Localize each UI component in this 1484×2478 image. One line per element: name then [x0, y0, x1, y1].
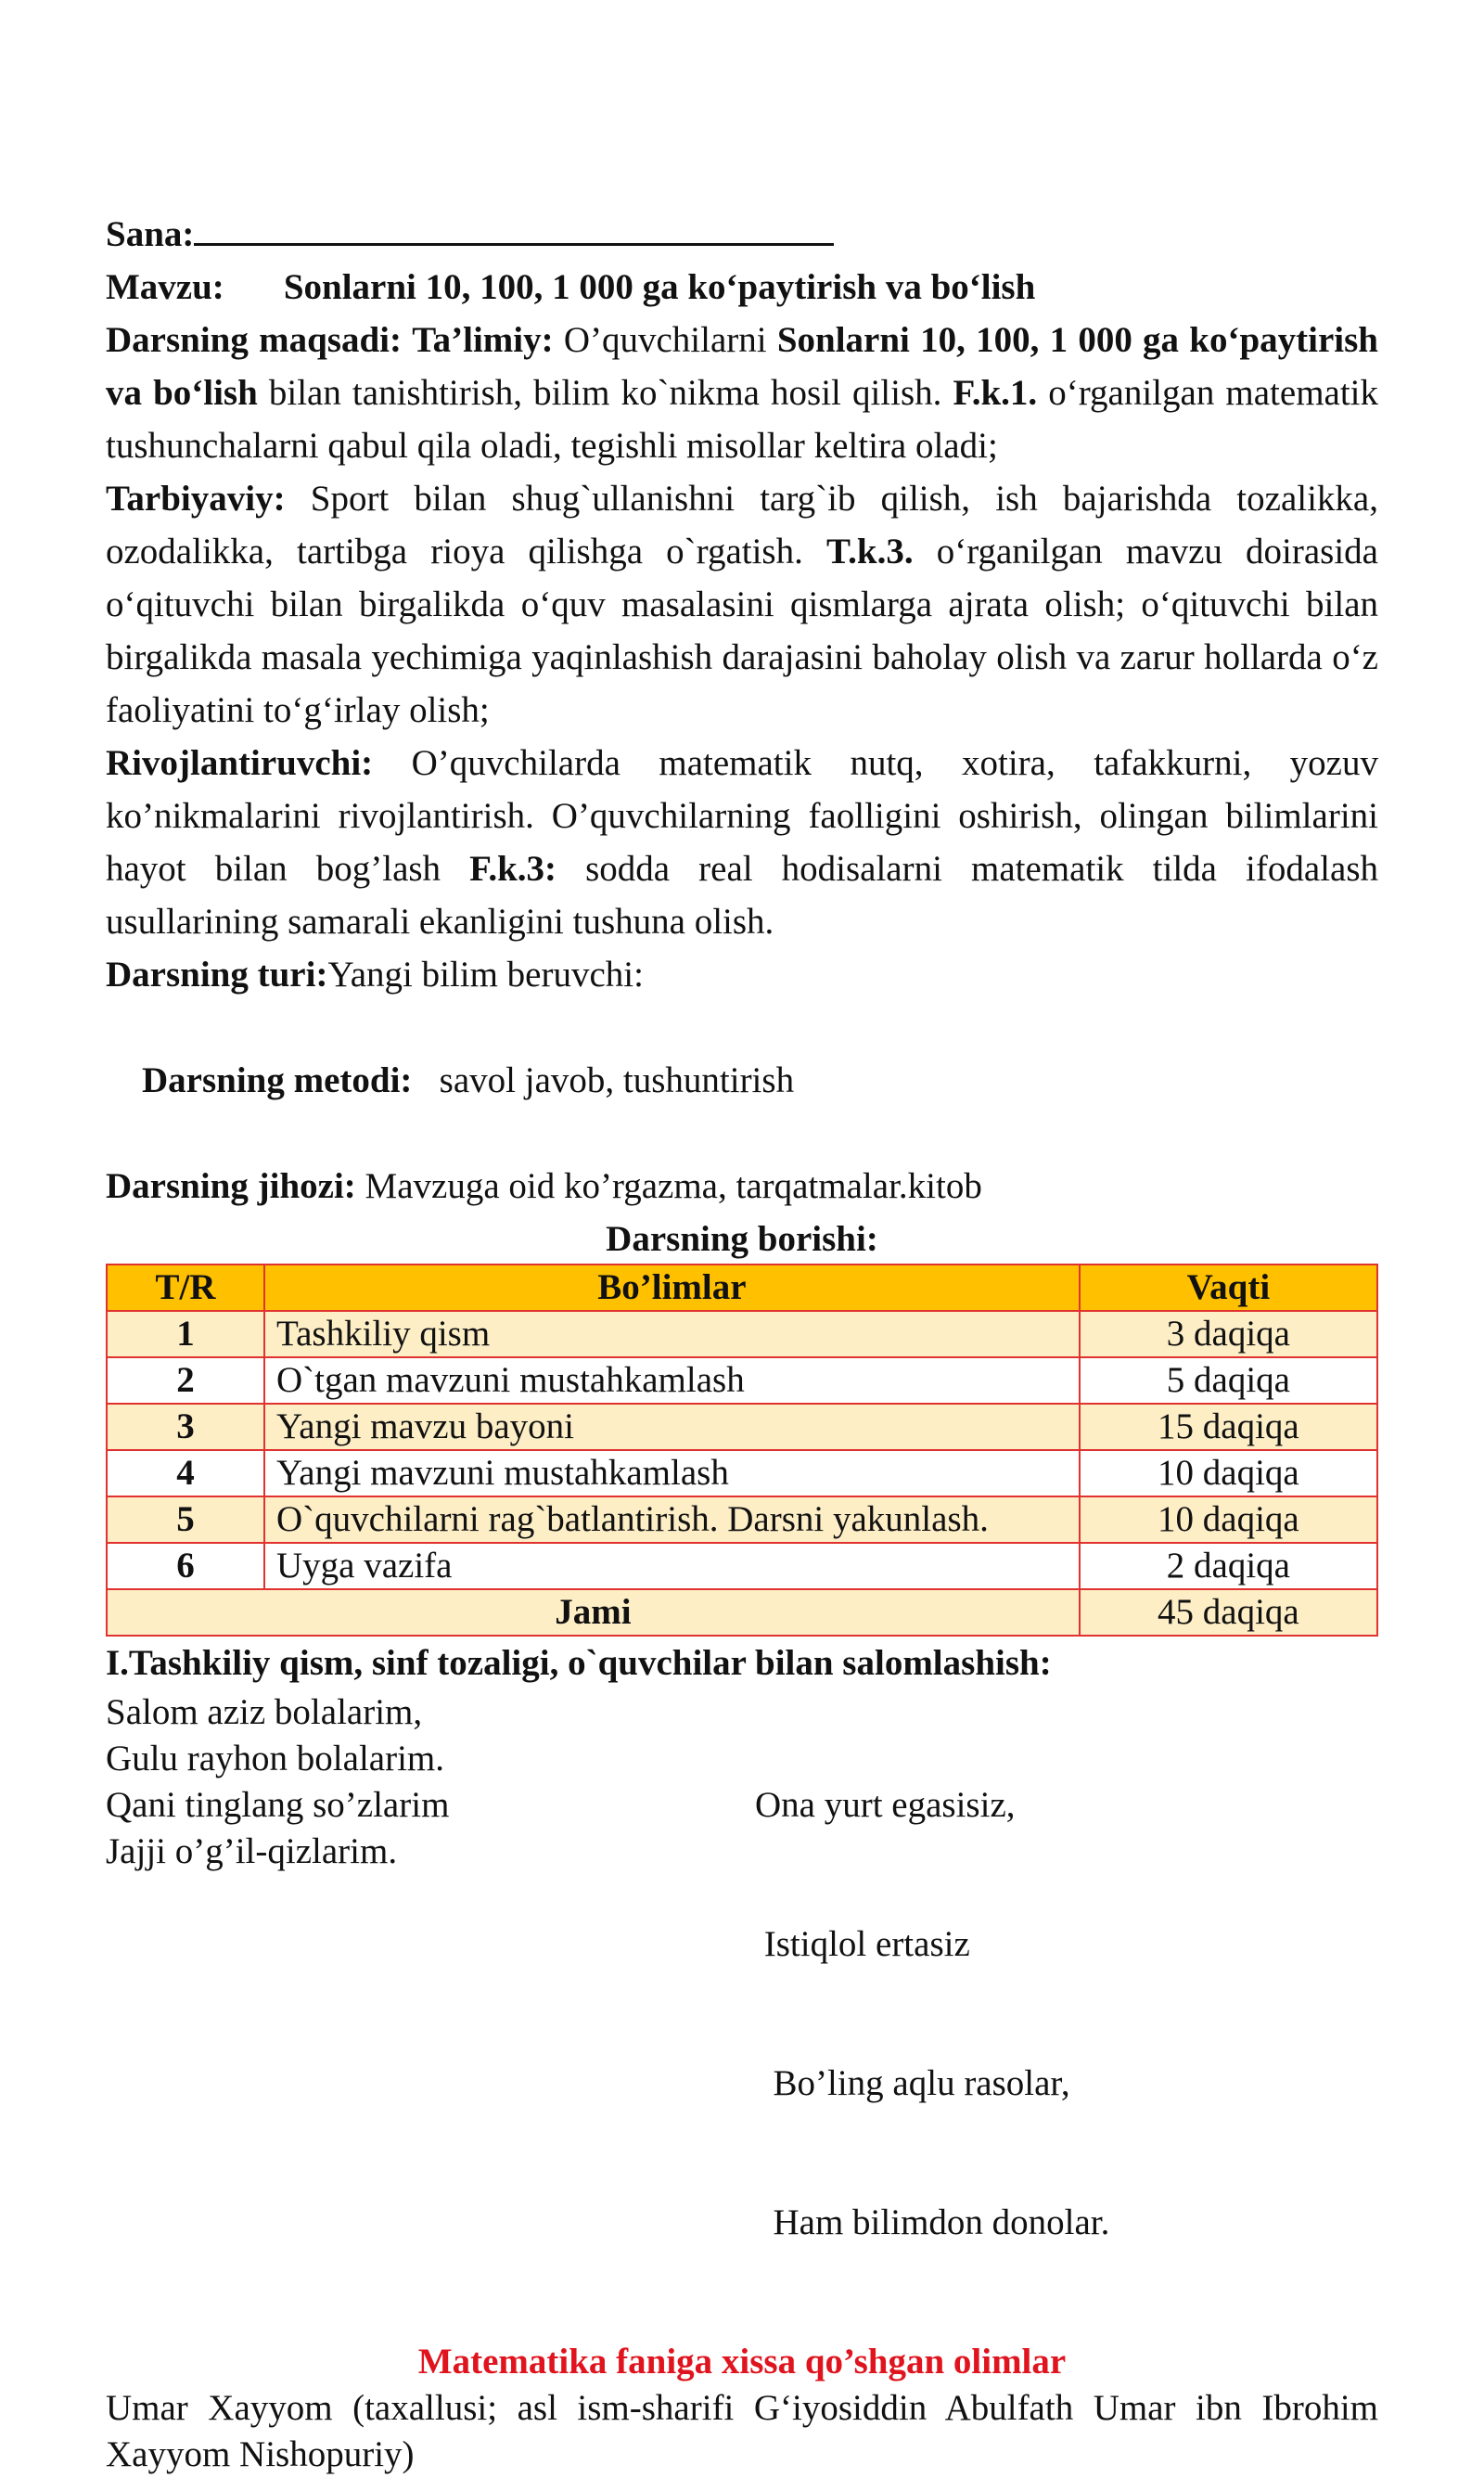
row-number: 2 [107, 1357, 264, 1404]
table-row [107, 1311, 1377, 1357]
turi-line [106, 948, 1378, 1001]
section1-title [106, 1637, 1378, 1689]
table-row [107, 1450, 1377, 1496]
borishi-title [106, 1213, 1378, 1265]
row-name: Yangi mavzu bayoni [264, 1404, 1080, 1450]
row-number: 6 [107, 1543, 264, 1589]
row-number: 5 [107, 1496, 264, 1543]
row-number: 3 [107, 1404, 264, 1450]
mavzu-line [106, 261, 1378, 314]
mavzu-label: Mavzu: [106, 267, 224, 307]
rivoj-text-2: sodda real hodisalarni matematik tilda ifodalash usullarining samarali ekanligini tushuna olish. [106, 849, 1379, 942]
tarbiyaviy-bold-1: T.k.3. [826, 532, 914, 571]
poem-line: Istiqlol ertasiz [755, 1924, 970, 1964]
row-number: 4 [107, 1450, 264, 1496]
jihozi-text: Mavzuga oid ko’rgazma, tarqatmalar.kitob [355, 1166, 982, 1206]
tarbiyaviy-text-2: o‘rganilgan mavzu doirasida o‘qituvchi bilan birgalikda o‘quv masalasini qismlarga ajrata olish; o‘qituvchi bilan birgalikda masala yechimiga yaqinlashish darajasini baholay olish va zarur hollarda o‘z faoliyatini to‘g‘irlay olish; [106, 532, 1378, 730]
row-time: 5 daqiqa [1080, 1357, 1377, 1404]
poem-left-column [106, 1689, 755, 2339]
jihozi-label: Darsning jihozi: [106, 1166, 356, 1206]
row-name: Uyga vazifa [264, 1543, 1080, 1589]
row-time: 2 daqiqa [1080, 1543, 1377, 1589]
table-header-row [107, 1265, 1377, 1311]
mavzu-text: Sonlarni 10, 100, 1 000 ga ko‘paytirish va bo‘lish [283, 267, 1036, 307]
row-name: Yangi mavzuni mustahkamlash [264, 1450, 1080, 1496]
poem-line: Bo’ling aqlu rasolar, [755, 2063, 1070, 2103]
sana-line [106, 206, 1378, 261]
row-time: 10 daqiqa [1080, 1450, 1377, 1496]
greeting-poem [106, 1689, 1378, 2339]
row-time: 3 daqiqa [1080, 1311, 1377, 1357]
maqsad-bold-1: Sonlarni 10, 100, 1 000 ga ko‘paytirish va bo‘lish [106, 320, 1378, 413]
row-name: Tashkiliy qism [264, 1311, 1080, 1357]
header-tr: T/R [107, 1265, 264, 1311]
row-name: O`tgan mavzuni mustahkamlash [264, 1357, 1080, 1404]
row-name: O`quvchilarni rag`batlantirish. Darsni yakunlash. [264, 1496, 1080, 1543]
tarbiyaviy-label: Tarbiyaviy: [106, 479, 286, 519]
maqsad-paragraph [106, 314, 1378, 472]
row-time: 10 daqiqa [1080, 1496, 1377, 1543]
metodi-line [106, 1001, 1378, 1160]
metodi-text: savol javob, tushuntirish [412, 1060, 795, 1100]
poem-line: Qani tinglang so’zlarim [106, 1785, 450, 1825]
table-row [107, 1404, 1377, 1450]
tarbiyaviy-paragraph [106, 472, 1378, 737]
poem-line: Ona yurt egasisiz, [755, 1785, 1016, 1825]
table-row [107, 1357, 1377, 1404]
total-time: 45 daqiqa [1080, 1589, 1377, 1636]
table-row [107, 1496, 1377, 1543]
row-time: 15 daqiqa [1080, 1404, 1377, 1450]
rivoj-bold-1: F.k.3: [469, 849, 557, 889]
maqsad-bold-2: F.k.1. [953, 373, 1038, 413]
tarbiyaviy-text-1: Sport bilan shug`ullanishni targ`ib qilish, ish bajarishda tozalikka, ozodalikka, tartibga rioya qilishga o`rgatish. [106, 479, 1378, 571]
rivoj-label: Rivojlantiruvchi: [106, 743, 374, 783]
olimlar-title: Matematika faniga xissa qo’shgan olimlar [417, 2342, 1067, 2382]
sana-label: Sana: [106, 214, 195, 254]
maqsad-text-2: bilan tanishtirish, bilim ko`nikma hosil qilish. [257, 373, 953, 413]
poem-right-column [755, 1689, 1378, 2339]
borishi-title-text: Darsning borishi: [606, 1219, 878, 1259]
turi-text: Yangi bilim beruvchi: [327, 955, 644, 995]
talimiy-label: Ta’limiy: [412, 320, 554, 360]
poem-line: Ham bilimdon donolar. [755, 2202, 1110, 2242]
maqsad-text-3: o‘rganilgan matematik tushunchalarni qabul qila oladi, tegishli misollar keltira oladi; [106, 373, 1379, 466]
lesson-plan-table [106, 1264, 1378, 1637]
poem-line: Jajji o’g’il-qizlarim. [106, 1831, 398, 1871]
table-total-row [107, 1589, 1377, 1636]
header-vaqti: Vaqti [1080, 1265, 1377, 1311]
umar-paragraph: Umar Xayyom (taxallusi; asl ism-sharifi G‘iyosiddin Abulfath Umar ibn Ibrohim Xayyom Nishopuriy) [106, 2388, 1378, 2474]
maqsad-label: Darsning maqsadi: [106, 320, 402, 360]
rivoj-text-1: O’quvchilarda matematik nutq, xotira, tafakkurni, yozuv ko’nikmalarini rivojlantirish. O’quvchilarning faolligini oshirish, olingan bilimlarini hayot bilan bog’lash [106, 743, 1378, 889]
document-page [106, 206, 1378, 2478]
total-label: Jami [107, 1589, 1080, 1636]
metodi-label: Darsning metodi: [142, 1060, 413, 1100]
poem-line: Gulu rayhon bolalarim. [106, 1739, 444, 1778]
poem-line: Salom aziz bolalarim, [106, 1692, 423, 1732]
header-bolimlar: Bo’limlar [264, 1265, 1080, 1311]
turi-label: Darsning turi: [106, 955, 328, 995]
table-row [107, 1543, 1377, 1589]
rivoj-paragraph [106, 737, 1378, 948]
maqsad-text-1: O’quvchilarni [553, 320, 777, 360]
jihozi-line [106, 1160, 1378, 1213]
date-blank [194, 206, 834, 246]
row-number: 1 [107, 1311, 264, 1357]
section1-title-text: I.Tashkiliy qism, sinf tozaligi, o`quvchilar bilan salomlashish: [106, 1643, 1052, 1683]
